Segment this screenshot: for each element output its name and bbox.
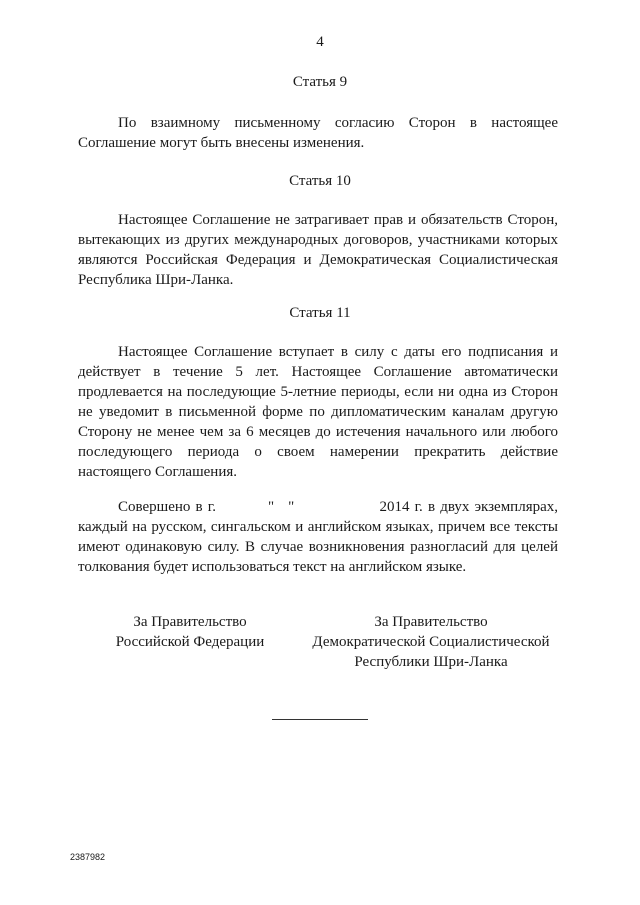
signature-right-line: Демократической Социалистической [312,634,550,650]
closing-place: Совершено в г. [118,499,217,515]
article-10-text: Настоящее Соглашение не затрагивает прав и обязательств Сторон, вытекающих из других международных договоров, участниками которых являются Российская Федерация и Демократическая Социалистическая Республика Шри-Ланка. [78,212,558,288]
closing-text: 2014 г. в двух экземплярах, каждый на русском, сингальском и английском языках, причем все тексты имеют одинаковую силу. В случае возникновения разногласий для целей толкования будет использоваться текст на английском языке. [78,499,559,575]
signature-left-line: Российской Федерации [115,634,265,650]
closing-quote-open: " [268,499,275,515]
closing-quote-close: " [288,499,295,515]
signature-right [300,612,562,672]
signature-right-line: Республики Шри-Ланка [354,654,508,670]
article-9-heading: Статья 9 [292,74,348,90]
signature-left-line: За Правительство [133,614,247,630]
signature-right-line: За Правительство [374,614,488,630]
end-divider [272,719,368,720]
article-10-heading: Статья 10 [289,173,351,189]
closing-paragraph [78,497,558,577]
article-9-text: По взаимному письменному согласию Сторон в настоящее Соглашение могут быть внесены изменения. [78,115,558,151]
signature-left [100,612,280,652]
article-11-heading: Статья 11 [289,305,351,321]
article-11-text: Настоящее Соглашение вступает в силу с даты его подписания и действует в течение 5 лет. Настоящее Соглашение автоматически продлевается на последующие 5-летние периоды, если ни одна из Сторон не уведомит в письменной форме по дипломатическим каналам другую Сторону не менее чем за 6 месяцев до истечения начального или любого последующего периода о своем намерении прекратить действие настоящего Соглашения. [78,344,558,480]
page-number: 4 [316,34,324,50]
document-id: 2387982 [70,852,106,862]
